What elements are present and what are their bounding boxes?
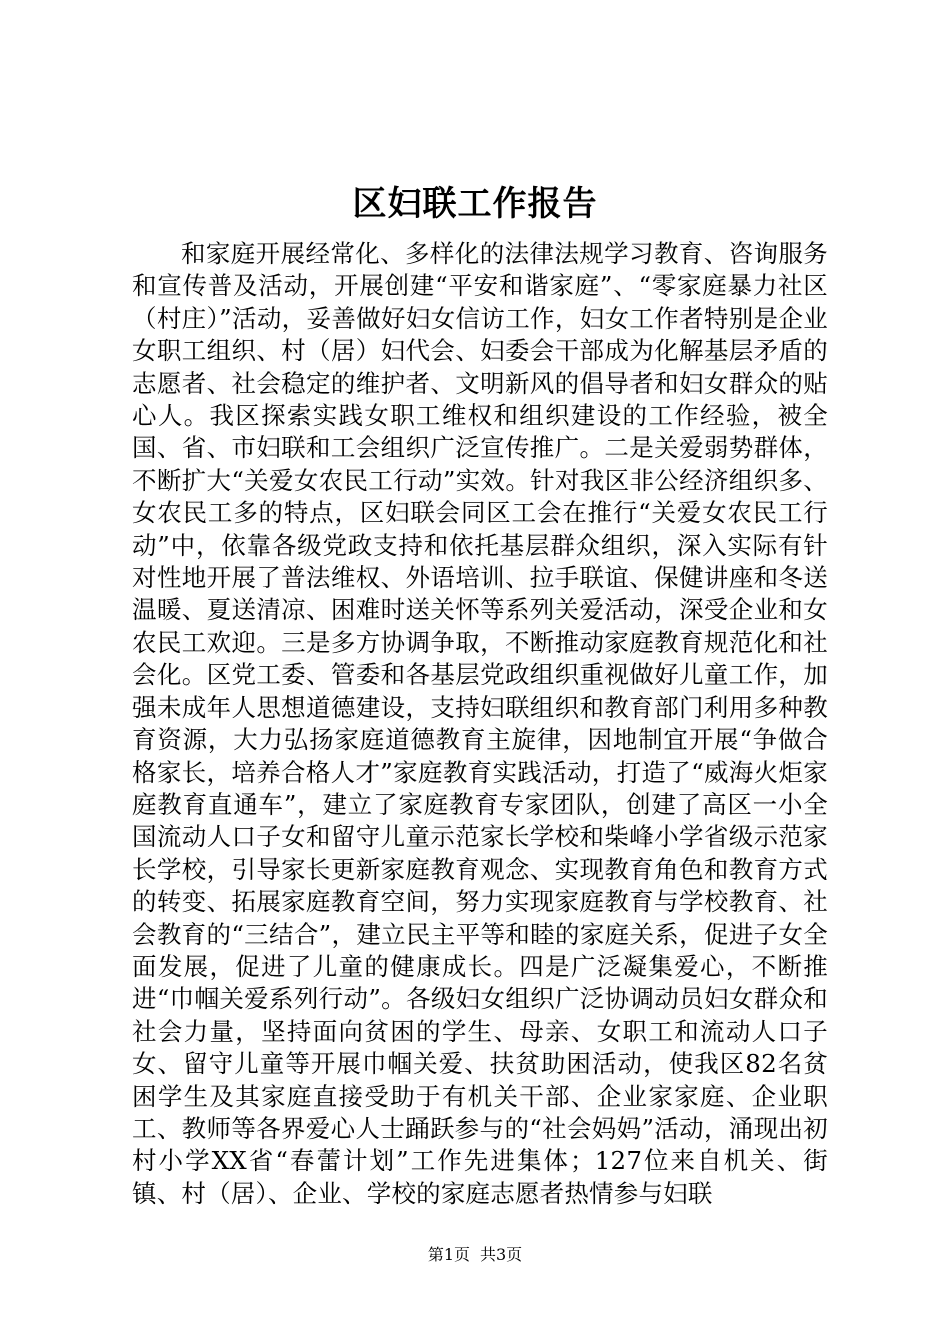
- page-footer: [0, 1245, 950, 1265]
- page-number-total: 共3页: [480, 1245, 523, 1264]
- document-title: 区妇联工作报告: [352, 184, 598, 224]
- page-number-current: 第1页: [427, 1245, 470, 1264]
- document-body-paragraph: 和家庭开展经常化、多样化的法律法规学习教育、咨询服务和宣传普及活动，开展创建“平安和谐家庭”、“零家庭暴力社区（村庄）”活动，妥善做好妇女信访工作，妇女工作者特别是企业女职工组织、村（居）妇代会、妇委会干部成为化解基层矛盾的志愿者、社会稳定的维护者、文明新风的倡导者和妇女群众的贴心人。我区探索实践女职工维权和组织建设的工作经验，被全国、省、市妇联和工会组织广泛宣传推广。二是关爱弱势群体，不断扩大“关爱女农民工行动”实效。针对我区非公经济组织多、女农民工多的特点，区妇联会同区工会在推行“关爱女农民工行动”中，依靠各级党政支持和依托基层群众组织，深入实际有针对性地开展了普法维权、外语培训、拉手联谊、保健讲座和冬送温暖、夏送清凉、困难时送关怀等系列关爱活动，深受企业和女农民工欢迎。三是多方协调争取，不断推动家庭教育规范化和社会化。区党工委、管委和各基层党政组织重视做好儿童工作，加强未成年人思想道德建设，支持妇联组织和教育部门利用多种教育资源，大力弘扬家庭道德教育主旋律，因地制宜开展“争做合格家长，培养合格人才”家庭教育实践活动，打造了“威海火炬家庭教育直通车”，建立了家庭教育专家团队，创建了高区一小全国流动人口子女和留守儿童示范家长学校和柴峰小学省级示范家长学校，引导家长更新家庭教育观念、实现教育角色和教育方式的转变、拓展家庭教育空间，努力实现家庭教育与学校教育、社会教育的“三结合”，建立民主平等和睦的家庭关系，促进子女全面发展，促进了儿童的健康成长。四是广泛凝集爱心，不断推进“巾帼关爱系列行动”。各级妇女组织广泛协调动员妇女群众和社会力量，坚持面向贫困的学生、母亲、女职工和流动人口子女、留守儿童等开展巾帼关爱、扶贫助困活动，使我区82名贫困学生及其家庭直接受助于有机关干部、企业家家庭、企业职工、教师等各界爱心人士踊跃参与的“社会妈妈”活动，涌现出初村小学XX省“春蕾计划”工作先进集体；127位来自机关、街镇、村（居）、企业、学校的家庭志愿者热情参与妇联: [132, 239, 828, 1208]
